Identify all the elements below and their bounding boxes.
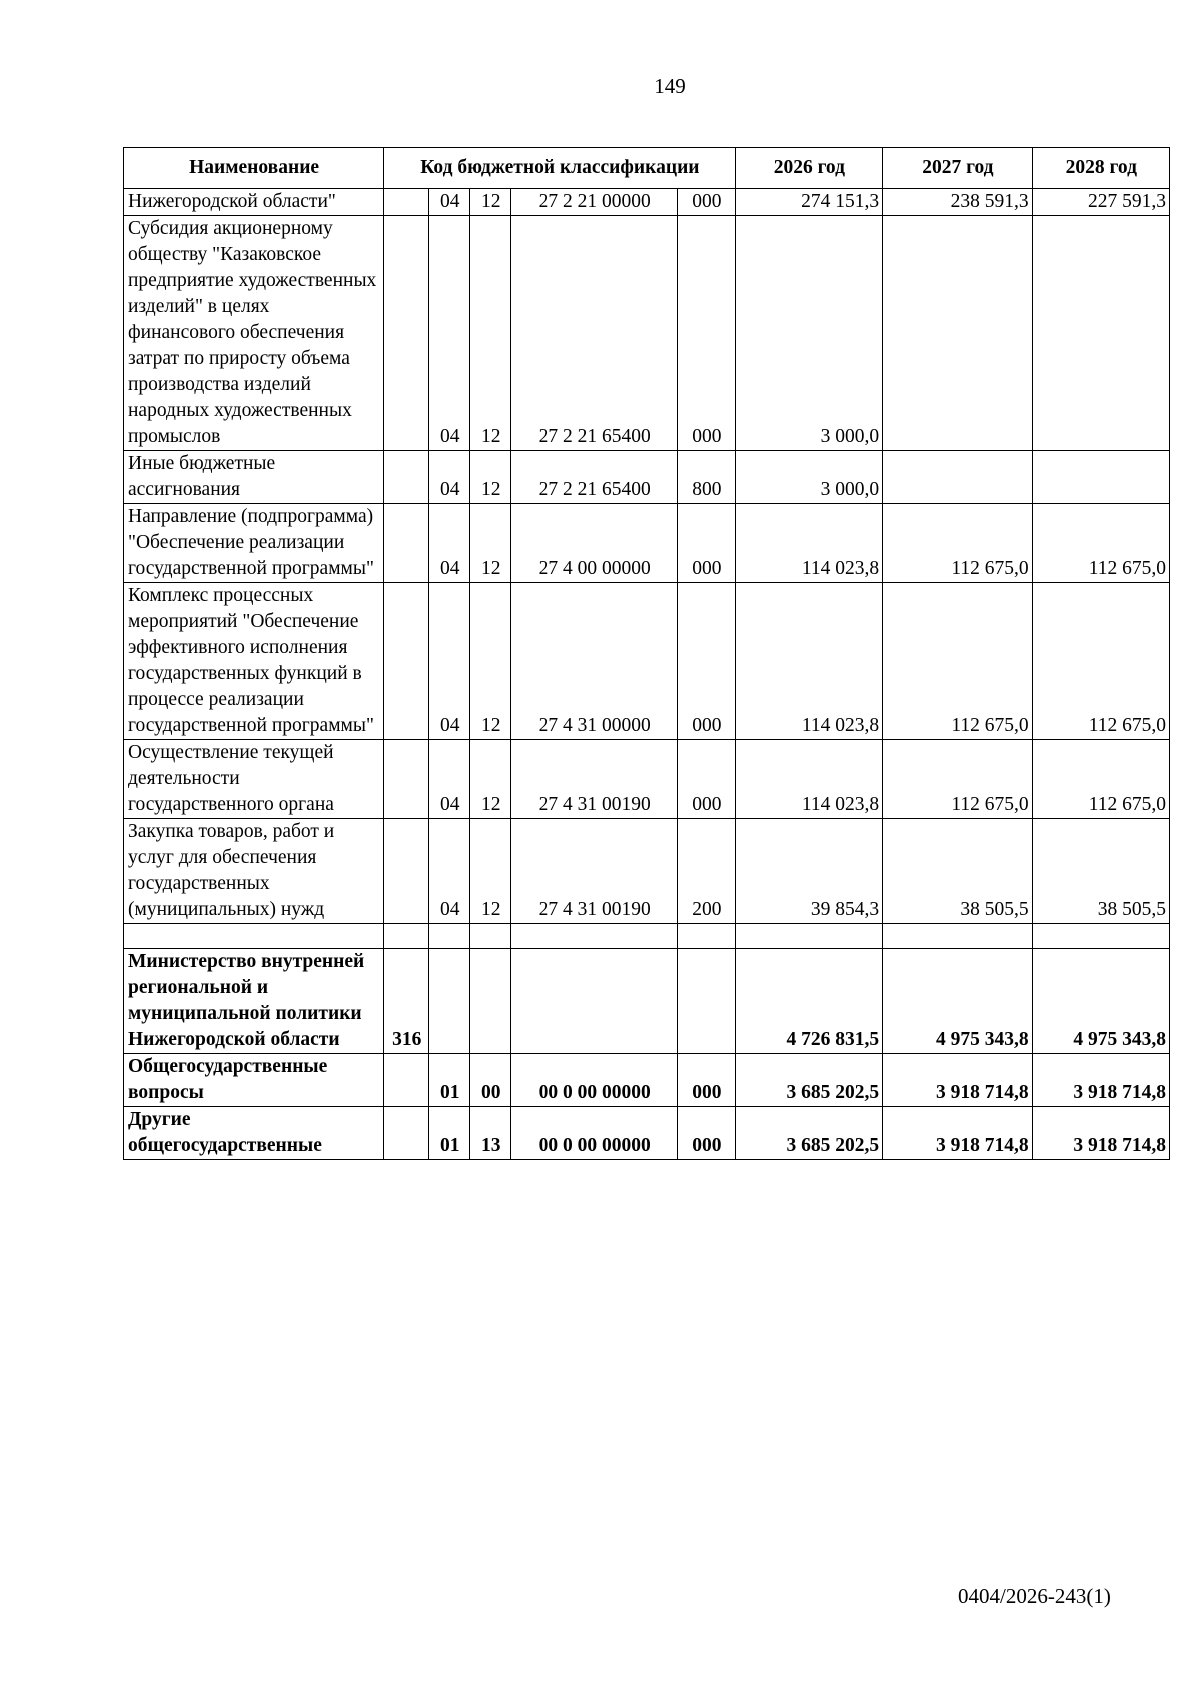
cell-name: Осуществление текущей деятельности государственного органа (124, 740, 384, 819)
cell-2026: 3 000,0 (735, 216, 883, 451)
cell-2026: 4 726 831,5 (735, 949, 883, 1054)
empty-cell (735, 924, 883, 949)
cell-ministry-code (384, 451, 429, 504)
empty-cell (124, 924, 384, 949)
cell-target-article: 27 2 21 00000 (511, 189, 678, 216)
budget-table (123, 147, 1170, 1160)
cell-target-article: 27 4 00 00000 (511, 504, 678, 583)
header-code: Код бюджетной классификации (384, 148, 735, 189)
cell-2026: 274 151,3 (735, 189, 883, 216)
cell-section: 01 (429, 1107, 470, 1160)
cell-expense-type: 000 (678, 216, 735, 451)
cell-2028: 227 591,3 (1032, 189, 1169, 216)
cell-subsection: 12 (470, 216, 511, 451)
empty-cell (1032, 924, 1169, 949)
cell-2028 (1032, 451, 1169, 504)
cell-subsection: 12 (470, 819, 511, 924)
cell-expense-type: 200 (678, 819, 735, 924)
cell-ministry-code (384, 819, 429, 924)
cell-2026: 114 023,8 (735, 740, 883, 819)
empty-cell (384, 924, 429, 949)
cell-expense-type (678, 949, 735, 1054)
cell-section: 04 (429, 504, 470, 583)
table-row (124, 504, 1170, 583)
cell-target-article: 00 0 00 00000 (511, 1107, 678, 1160)
document-code: 0404/2026-243(1) (958, 1584, 1111, 1608)
cell-target-article: 27 4 31 00000 (511, 583, 678, 740)
cell-section: 01 (429, 1054, 470, 1107)
cell-expense-type: 000 (678, 189, 735, 216)
cell-name: Общегосударственные вопросы (124, 1054, 384, 1107)
empty-cell (883, 924, 1033, 949)
cell-2027: 112 675,0 (883, 583, 1033, 740)
cell-name: Комплекс процессных мероприятий "Обеспечение эффективного исполнения государственных функций в процессе реализации государственной программы" (124, 583, 384, 740)
cell-2028: 4 975 343,8 (1032, 949, 1169, 1054)
cell-ministry-code: 316 (384, 949, 429, 1054)
cell-2026: 114 023,8 (735, 583, 883, 740)
header-2027: 2027 год (883, 148, 1033, 189)
cell-ministry-code (384, 504, 429, 583)
cell-expense-type: 000 (678, 583, 735, 740)
table-row (124, 583, 1170, 740)
cell-section: 04 (429, 216, 470, 451)
cell-expense-type: 000 (678, 1107, 735, 1160)
cell-subsection: 12 (470, 504, 511, 583)
cell-ministry-code (384, 583, 429, 740)
cell-name: Министерство внутренней региональной и муниципальной политики Нижегородской области (124, 949, 384, 1054)
cell-2028: 112 675,0 (1032, 504, 1169, 583)
cell-name: Направление (подпрограмма) "Обеспечение реализации государственной программы" (124, 504, 384, 583)
table-row (124, 740, 1170, 819)
page-number: 149 (654, 74, 686, 98)
cell-ministry-code (384, 740, 429, 819)
cell-target-article: 27 4 31 00190 (511, 819, 678, 924)
cell-subsection: 12 (470, 740, 511, 819)
cell-expense-type: 800 (678, 451, 735, 504)
cell-name: Закупка товаров, работ и услуг для обеспечения государственных (муниципальных) нужд (124, 819, 384, 924)
cell-ministry-code (384, 189, 429, 216)
empty-cell (470, 924, 511, 949)
empty-cell (511, 924, 678, 949)
header-name: Наименование (124, 148, 384, 189)
cell-2026: 114 023,8 (735, 504, 883, 583)
cell-2028: 3 918 714,8 (1032, 1054, 1169, 1107)
cell-target-article: 00 0 00 00000 (511, 1054, 678, 1107)
cell-expense-type: 000 (678, 504, 735, 583)
cell-2027: 4 975 343,8 (883, 949, 1033, 1054)
cell-section: 04 (429, 583, 470, 740)
cell-section (429, 949, 470, 1054)
cell-ministry-code (384, 1054, 429, 1107)
cell-target-article: 27 4 31 00190 (511, 740, 678, 819)
empty-cell (429, 924, 470, 949)
cell-2026: 3 000,0 (735, 451, 883, 504)
cell-name: Другие общегосударственные (124, 1107, 384, 1160)
table-header-row (124, 148, 1170, 189)
cell-target-article: 27 2 21 65400 (511, 451, 678, 504)
cell-2028: 38 505,5 (1032, 819, 1169, 924)
table-row (124, 1107, 1170, 1160)
cell-name: Субсидия акционерному обществу "Казаковское предприятие художественных изделий" в целях финансового обеспечения затрат по приросту объема производства изделий народных художественных промыслов (124, 216, 384, 451)
table-row (124, 949, 1170, 1054)
cell-ministry-code (384, 1107, 429, 1160)
cell-expense-type: 000 (678, 1054, 735, 1107)
cell-subsection: 12 (470, 583, 511, 740)
cell-name: Нижегородской области" (124, 189, 384, 216)
table-row (124, 189, 1170, 216)
cell-section: 04 (429, 819, 470, 924)
cell-section: 04 (429, 451, 470, 504)
cell-name: Иные бюджетные ассигнования (124, 451, 384, 504)
cell-2026: 3 685 202,5 (735, 1054, 883, 1107)
cell-2026: 39 854,3 (735, 819, 883, 924)
cell-2027: 38 505,5 (883, 819, 1033, 924)
cell-subsection: 12 (470, 189, 511, 216)
cell-2027: 3 918 714,8 (883, 1054, 1033, 1107)
cell-2027 (883, 216, 1033, 451)
cell-2027: 112 675,0 (883, 740, 1033, 819)
cell-section: 04 (429, 740, 470, 819)
empty-cell (678, 924, 735, 949)
cell-2028: 112 675,0 (1032, 740, 1169, 819)
cell-2028: 112 675,0 (1032, 583, 1169, 740)
cell-2026: 3 685 202,5 (735, 1107, 883, 1160)
cell-2027: 238 591,3 (883, 189, 1033, 216)
cell-target-article: 27 2 21 65400 (511, 216, 678, 451)
table-spacer-row (124, 924, 1170, 949)
cell-2028: 3 918 714,8 (1032, 1107, 1169, 1160)
header-2026: 2026 год (735, 148, 883, 189)
cell-2027: 3 918 714,8 (883, 1107, 1033, 1160)
cell-2027 (883, 451, 1033, 504)
cell-subsection: 12 (470, 451, 511, 504)
cell-subsection: 13 (470, 1107, 511, 1160)
table-row (124, 216, 1170, 451)
cell-expense-type: 000 (678, 740, 735, 819)
table-row (124, 819, 1170, 924)
table-row (124, 451, 1170, 504)
cell-subsection: 00 (470, 1054, 511, 1107)
cell-section: 04 (429, 189, 470, 216)
cell-2027: 112 675,0 (883, 504, 1033, 583)
cell-subsection (470, 949, 511, 1054)
header-2028: 2028 год (1032, 148, 1169, 189)
table-body (124, 189, 1170, 1160)
table-row (124, 1054, 1170, 1107)
cell-2028 (1032, 216, 1169, 451)
cell-ministry-code (384, 216, 429, 451)
cell-target-article (511, 949, 678, 1054)
